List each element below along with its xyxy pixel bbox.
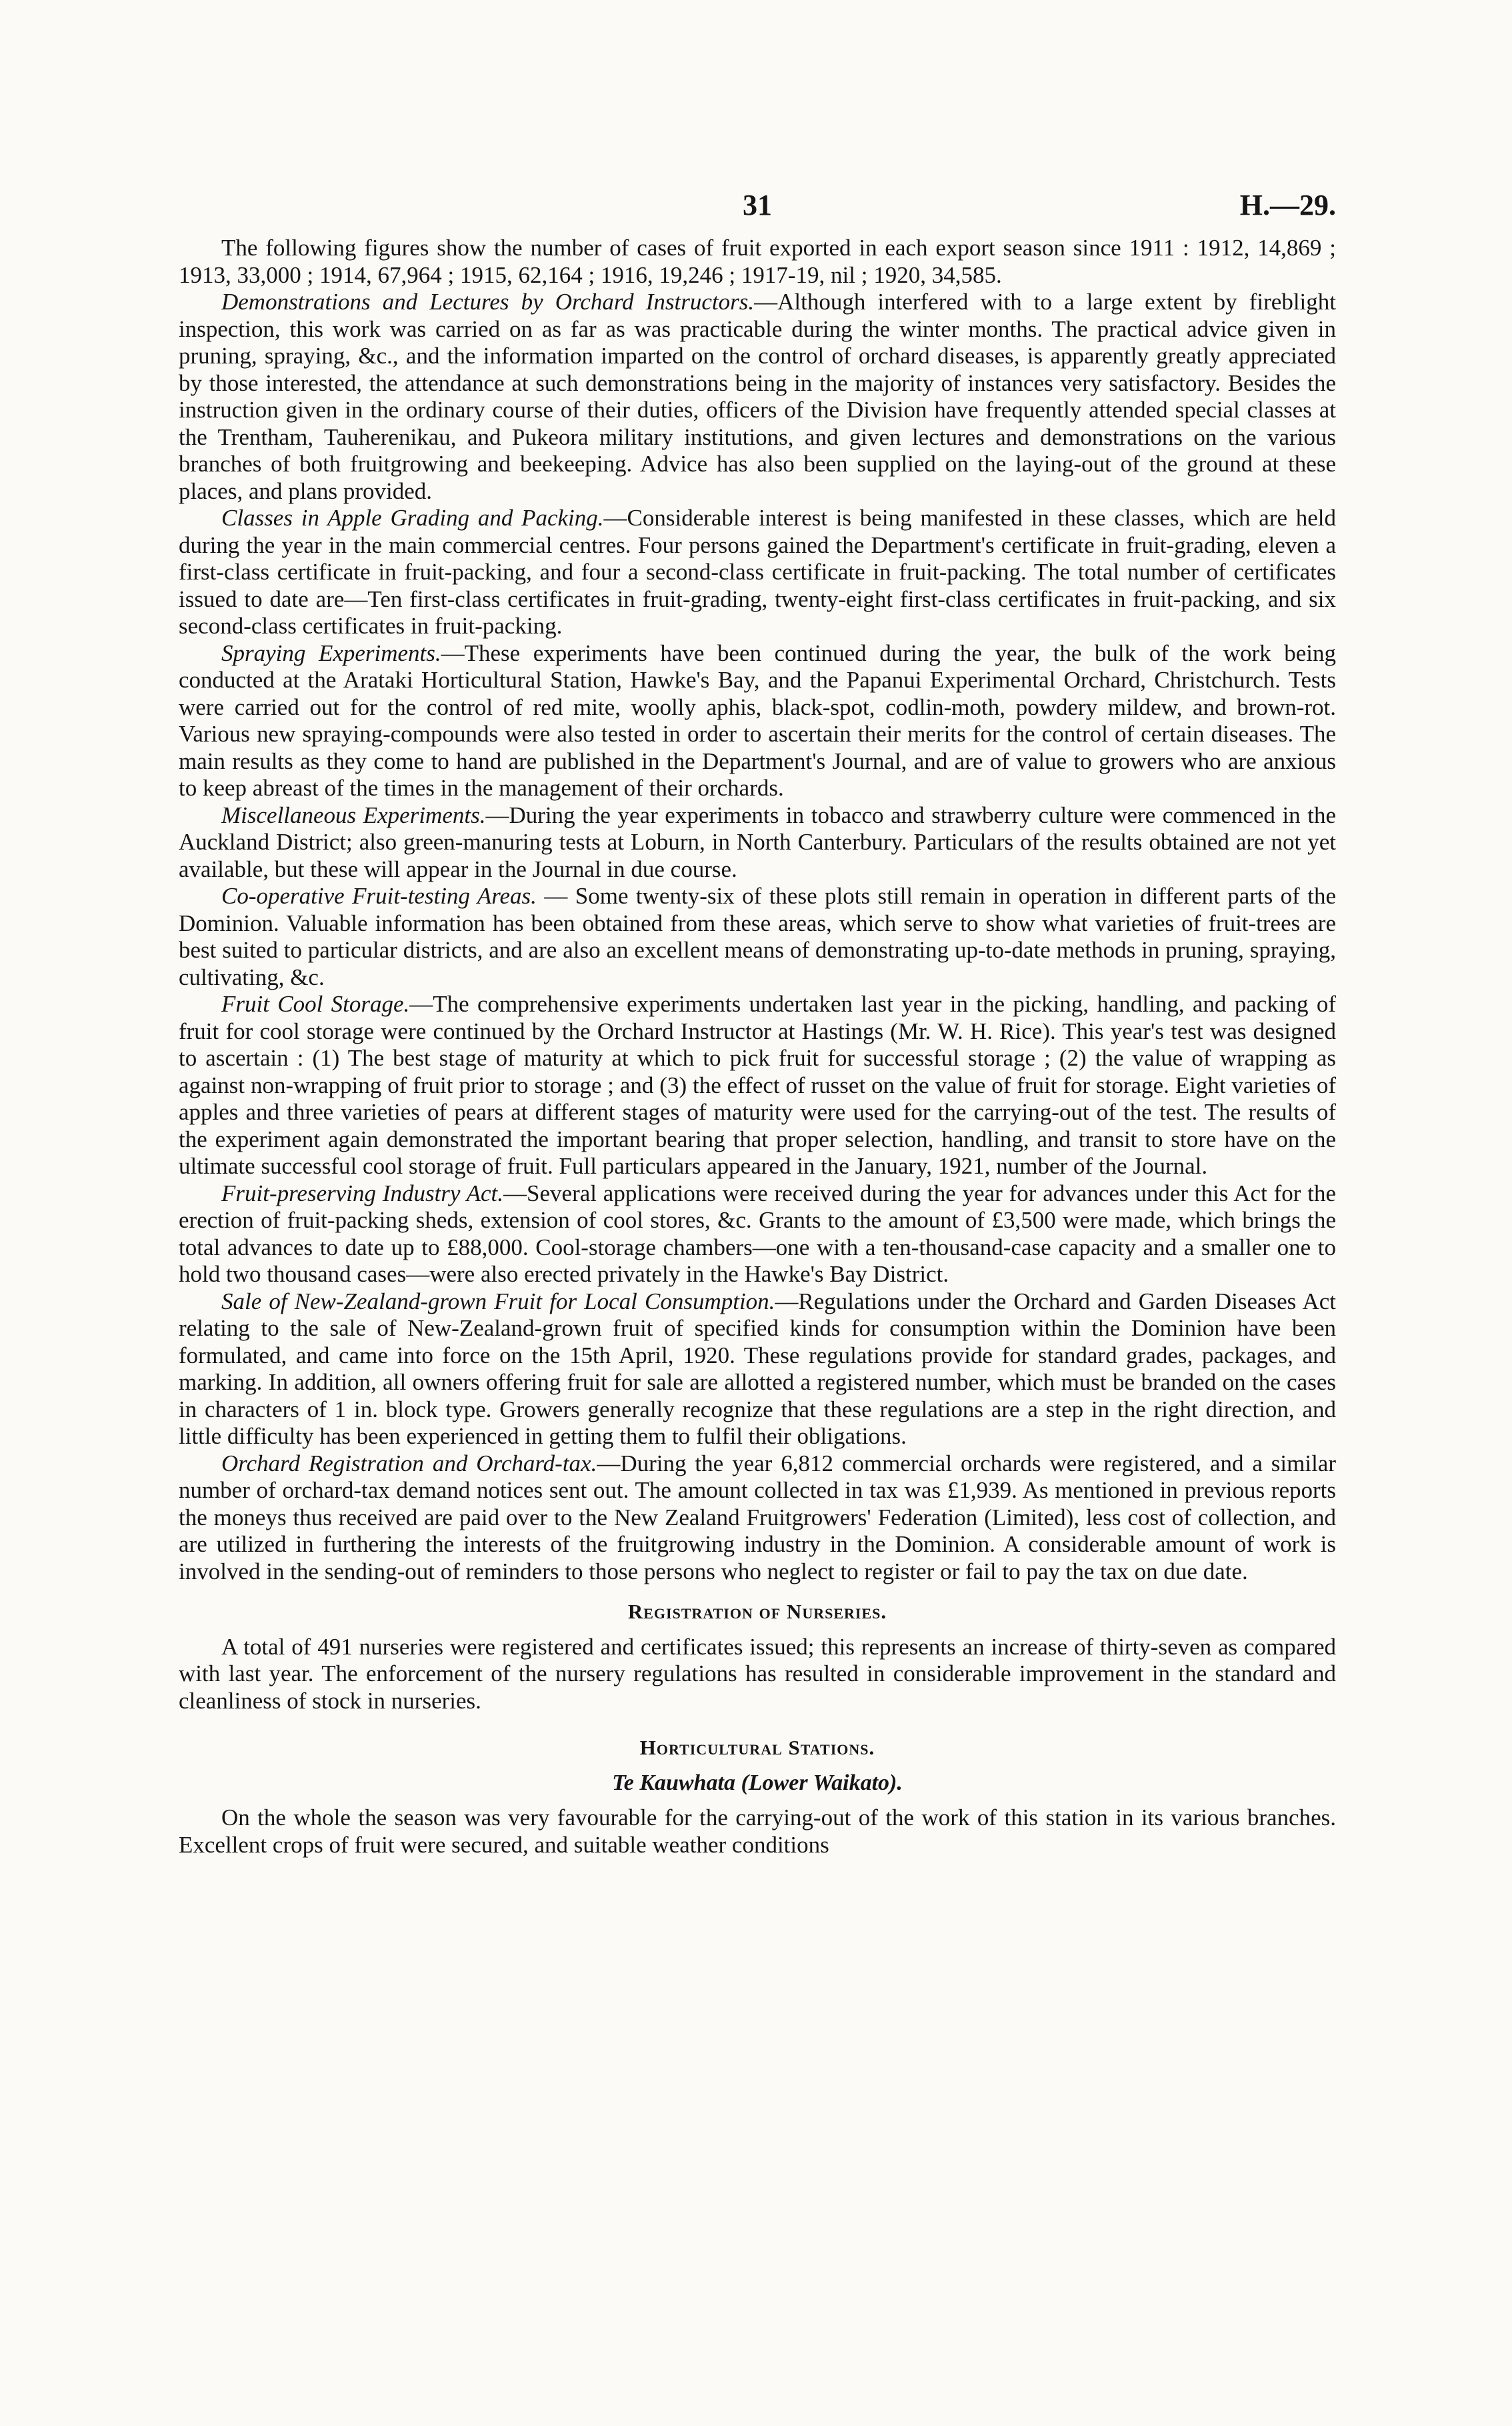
paragraph-lead: Demonstrations and Lectures by Orchard Instructors. <box>221 289 755 315</box>
paragraph-local-consumption <box>179 1288 1336 1450</box>
paragraph-text: —These experiments have been continued during the year, the bulk of the work being conducted at the Arataki Horticultural Station, Hawke's Bay, and the Papanui Experimental Orchard, Christchurch. Tests were carried out for the control of red mite, woolly aphis, black-spot, codlin-moth, powdery mildew, and brown-rot. Various new spraying-compounds were also tested in order to ascertain their merits for the control of certain diseases. The main results as they come to hand are published in the Department's Journal, and are of value to growers who are anxious to keep abreast of the times in the management of their orchards. <box>179 640 1337 801</box>
paragraph-lead: Spraying Experiments. <box>221 640 441 666</box>
paragraph-text: —Several applications were received during the year for advances under this Act for the erection of fruit-packing sheds, extension of cool stores, &c. Grants to the amount of £3,500 were made, which brings the total advances to date up to £88,000. Cool-storage chambers—one with a ten-thousand-case capacity and a smaller one to hold two thousand cases—were also erected privately in the Hawke's Bay District. <box>179 1180 1337 1287</box>
paragraph-nurseries <box>179 1634 1336 1715</box>
paragraph-text: —Regulations under the Orchard and Garden Diseases Act relating to the sale of New-Zealand-grown fruit of specified kinds for consumption within the Dominion have been formulated, and came into force on the 15th April, 1920. These regulations provide for standard grades, packages, and marking. In addition, all owners offering fruit for sale are allotted a registered number, which must be branded on the cases in characters of 1 in. block type. Growers generally recognize that these regulations are a step in the right direction, and little difficulty has been experienced in getting them to fulfil their obligations. <box>179 1288 1336 1449</box>
paragraph-text: —Although interfered with to a large extent by fireblight inspection, this work was carried on as far as was practicable during the winter months. The practical advice given in pruning, spraying, &c., and the information imparted on the control of orchard diseases, is apparently greatly appreciated by those interested, the attendance at such demonstrations being in the majority of instances very satisfactory. Besides the instruction given in the ordinary course of their duties, officers of the Division have frequently attended special classes at the Trentham, Tauherenikau, and Pukeora military institutions, and given lectures and demonstrations on the various branches of both fruitgrowing and beekeeping. Advice has also been supplied on the laying-out of the ground at these places, and plans provided. <box>179 289 1336 504</box>
paragraph-text: A total of 491 nurseries were registered and certificates issued; this represents an increase of thirty-seven as compared with last year. The enforcement of the nursery regulations has resulted in considerable improvement in the standard and cleanliness of stock in nurseries. <box>179 1633 1336 1714</box>
paragraph-apple-grading <box>179 505 1336 640</box>
document-code: H.—29. <box>1239 189 1336 221</box>
paragraph-spraying <box>179 640 1336 802</box>
paragraph-lead: Classes in Apple Grading and Packing. <box>221 505 604 531</box>
paragraph-cool-storage <box>179 991 1336 1180</box>
paragraph-preserving-act <box>179 1180 1336 1288</box>
paragraph-export-figures <box>179 235 1336 289</box>
paragraph-lead: Co-operative Fruit-testing Areas. <box>221 883 537 909</box>
paragraph-lead: Fruit-preserving Industry Act. <box>221 1180 504 1206</box>
paragraph-text: —The comprehensive experiments undertaken last year in the picking, handling, and packing of fruit for cool storage were continued by the Orchard Instructor at Hastings (Mr. W. H. Rice). This year's test was designed to ascertain : (1) The best stage of maturity at which to pick fruit for successful storage ; (2) the value of wrapping as against non-wrapping of fruit prior to storage ; and (3) the effect of russet on the value of fruit for storage. Eight varieties of apples and three varieties of pears at different stages of maturity were used for the carrying-out of the test. The results of the experiment again demonstrated the important bearing that proper selection, handling, and transit to store have on the ultimate successful cool storage of fruit. Full particulars appeared in the January, 1921, number of the Journal. <box>179 991 1336 1179</box>
paragraph-lead: Fruit Cool Storage. <box>221 991 410 1017</box>
section-heading-nurseries: Registration of Nurseries. <box>627 1600 887 1623</box>
sub-heading-te-kauwhata: Te Kauwhata (Lower Waikato). <box>612 1770 903 1795</box>
paragraph-lead: Orchard Registration and Orchard-tax. <box>221 1450 597 1476</box>
paragraph-text: On the whole the season was very favourable for the carrying-out of the work of this station in its various branches. Excellent crops of fruit were secured, and suitable weather conditions <box>179 1804 1336 1858</box>
paragraph-lead: Sale of New-Zealand-grown Fruit for Local Consumption. <box>221 1288 775 1314</box>
paragraph-demonstrations <box>179 289 1336 505</box>
page-header <box>179 188 1336 228</box>
paragraph-te-kauwhata <box>179 1804 1336 1859</box>
page-number: 31 <box>743 189 772 221</box>
paragraph-text: —During the year experiments in tobacco and strawberry culture were commenced in the Auckland District; also green-manuring tests at Loburn, in North Canterbury. Particulars of the results obtained are not yet available, but these will appear in the Journal in due course. <box>179 802 1336 882</box>
paragraph-miscellaneous <box>179 802 1336 884</box>
paragraph-text: The following figures show the number of cases of fruit exported in each export season since 1911 : 1912, 14,869 ; 1913, 33,000 ; 1914, 67,964 ; 1915, 62,164 ; 1916, 19,246 ; 1917-19, nil ; 1920, 34,585. <box>179 235 1336 288</box>
paragraph-text: —Considerable interest is being manifested in these classes, which are held during the year in the main commercial centres. Four persons gained the Department's certificate in fruit-grading, eleven a first-class certificate in fruit-packing, and four a second-class certificate in fruit-packing. The total number of certificates issued to date are—Ten first-class certificates in fruit-grading, twenty-eight first-class certificates in fruit-packing, and six second-class certificates in fruit-packing. <box>179 505 1336 639</box>
paragraph-fruit-testing <box>179 883 1336 991</box>
section-heading-horticultural-stations: Horticultural Stations. <box>639 1736 875 1759</box>
paragraph-lead: Miscellaneous Experiments. <box>221 802 486 828</box>
paragraph-text: — Some twenty-six of these plots still remain in operation in different parts of the Dominion. Valuable information has been obtained from these areas, which serve to show what varieties of fruit-trees are best suited to particular districts, and are also an excellent means of demonstrating up-to-date methods in pruning, spraying, cultivating, &c. <box>179 883 1337 990</box>
body-text <box>179 235 1336 1859</box>
paragraph-text: —During the year 6,812 commercial orchards were registered, and a similar number of orchard-tax demand notices sent out. The amount collected in tax was £1,939. As mentioned in previous reports the moneys thus received are paid over to the New Zealand Fruitgrowers' Federation (Limited), less cost of collection, and are utilized in furthering the interests of the fruitgrowing industry in the Dominion. A considerable amount of work is involved in the sending-out of reminders to those persons who neglect to register or fail to pay the tax on due date. <box>179 1450 1336 1584</box>
paragraph-orchard-tax <box>179 1450 1336 1586</box>
